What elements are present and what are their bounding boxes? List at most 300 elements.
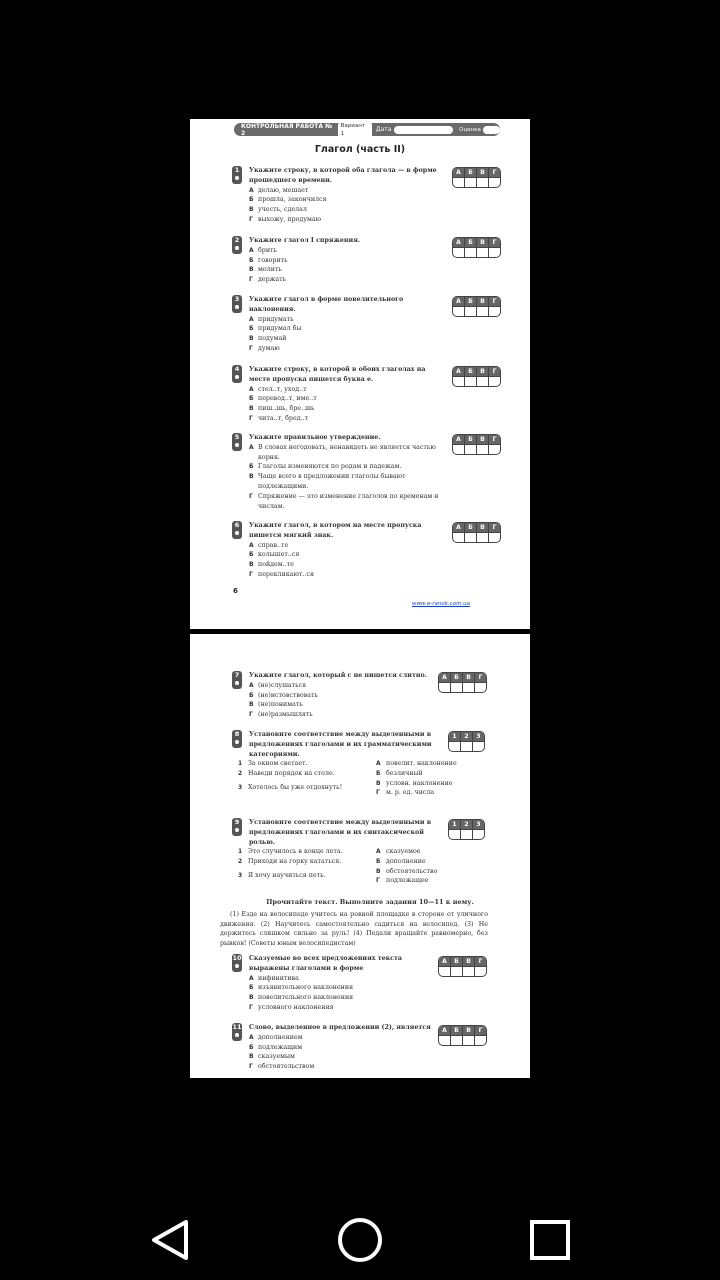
- question-number-badge: [232, 433, 242, 451]
- match-letter: В: [376, 779, 381, 787]
- option-letter: А: [249, 443, 254, 451]
- option-text: Чаще всего в предложении глаголы бывают подлежащими.: [258, 473, 406, 490]
- option-letter: А: [249, 974, 254, 982]
- answer-grid-input-cell[interactable]: [453, 178, 464, 187]
- option-text: стел..т, уход..т: [258, 385, 307, 393]
- option-letter: Г: [249, 492, 253, 500]
- question-1: [232, 166, 442, 225]
- question-number: 9: [234, 818, 240, 826]
- option-text: В словах негодовать, ненавидеть не является частью корня.: [258, 443, 436, 461]
- match-text: Я хочу научиться петь.: [248, 871, 326, 879]
- option-letter: В: [249, 561, 254, 569]
- question-number: 2: [234, 236, 240, 244]
- answer-grid-header-cell: Г: [488, 297, 500, 306]
- option-letter: В: [249, 701, 254, 709]
- answer-grid-input-cell[interactable]: [439, 683, 450, 692]
- answer-option: [249, 492, 442, 512]
- answer-grid-header-cell: Г: [474, 957, 486, 966]
- match-text: обстоятельство: [386, 867, 438, 875]
- answer-grid-header-cell: Б: [464, 297, 476, 306]
- question-6: [232, 521, 442, 580]
- answer-option: [249, 983, 442, 993]
- option-letter: В: [249, 206, 254, 214]
- dot-icon: [235, 443, 239, 447]
- variant-badge: Вариант 1: [338, 122, 372, 138]
- question-number: 6: [234, 521, 240, 529]
- option-text: Спряжение — это изменение глаголов по временам и числам.: [258, 492, 439, 510]
- option-letter: Г: [249, 711, 253, 719]
- answer-grid-header-cell: В: [462, 1026, 474, 1035]
- answer-grid-input-cell[interactable]: [453, 307, 464, 316]
- question-text: Установите соответствие между выделенными в предложениях глаголами и их синтаксической ролью.: [249, 819, 432, 846]
- answer-grid-input-cell[interactable]: [464, 307, 476, 316]
- answer-option: [249, 205, 442, 215]
- answer-option: [249, 550, 442, 560]
- answer-grid-header-cell: А: [439, 1026, 450, 1035]
- option-letter: А: [249, 681, 254, 689]
- match-item: [376, 779, 476, 789]
- question-number-badge: [232, 730, 242, 748]
- match-text: Хотелось бы уже отдохнуть!: [248, 783, 343, 791]
- question-number-badge: [232, 166, 242, 184]
- answer-grid-header-cell: Г: [488, 523, 500, 532]
- reading-passage: (1) Езде на велосипеде учитесь на ровной площадке в стороне от уличного движения. (2) Научитесь самостоятельно садиться на велосипед. (3) Не держитесь слишком сильно за руль! (4) Педали вращайте равномерно, без рывков! (Советы юным велосипедистам): [220, 911, 488, 947]
- answer-grid[interactable]: [452, 366, 501, 387]
- answer-grid-header-cell: Г: [488, 238, 500, 247]
- question-text: Укажите глагол, в котором на месте пропуска пишется мягкий знак.: [249, 522, 422, 539]
- answer-grid-input-cell[interactable]: [472, 830, 484, 839]
- option-letter: Г: [249, 1003, 253, 1011]
- answer-grid-input-cell[interactable]: [453, 445, 464, 454]
- answer-option: [249, 265, 442, 275]
- answer-grid-header-cell: В: [462, 673, 474, 682]
- answer-grid[interactable]: [452, 434, 501, 455]
- answer-grid-header-cell: 3: [472, 732, 484, 741]
- option-text: изъявительного наклонения: [258, 984, 354, 992]
- answer-grid-header-cell: Б: [450, 1026, 462, 1035]
- date-label: Дата: [375, 126, 392, 133]
- option-text: справ..те: [258, 541, 289, 549]
- option-text: обстоятельством: [258, 1063, 315, 1071]
- answer-option: [249, 385, 442, 395]
- answer-option: [249, 443, 442, 463]
- match-right-column: [376, 759, 476, 798]
- match-item: [376, 847, 476, 857]
- match-item: [376, 759, 476, 769]
- answer-grid-input-cell[interactable]: [450, 967, 462, 976]
- match-letter: А: [376, 760, 381, 767]
- option-text: условного наклонения: [258, 1003, 334, 1011]
- answer-grid-header-cell: А: [453, 168, 464, 177]
- answer-grid-header-cell: Б: [464, 168, 476, 177]
- answer-grid-header-cell: А: [453, 367, 464, 376]
- match-item: [238, 847, 368, 857]
- answer-option: [249, 394, 442, 404]
- answer-grid-header-cell: В: [476, 367, 488, 376]
- answer-grid-input-cell[interactable]: [460, 830, 472, 839]
- option-text: дополнением: [258, 1033, 303, 1041]
- answer-grid-input-cell[interactable]: [476, 533, 488, 542]
- answer-grid-input-cell[interactable]: [464, 178, 476, 187]
- answer-grid-input-cell[interactable]: [476, 445, 488, 454]
- match-number: 2: [238, 769, 243, 777]
- answer-grid-header-cell: Г: [474, 1026, 486, 1035]
- answer-grid-header-cell: Б: [464, 367, 476, 376]
- match-number: 3: [238, 783, 243, 791]
- question-number: 7: [234, 671, 240, 679]
- dot-icon: [235, 246, 239, 250]
- answer-grid-input-cell[interactable]: [476, 248, 488, 257]
- answer-grid-input-cell[interactable]: [474, 967, 486, 976]
- option-text: подумай: [258, 335, 287, 343]
- match-item: [238, 759, 368, 769]
- match-letter: Г: [376, 789, 380, 797]
- answer-grid-input-cell[interactable]: [488, 377, 500, 386]
- dot-icon: [235, 1033, 239, 1037]
- test-title: КОНТРОЛЬНАЯ РАБОТА № 2: [241, 122, 333, 137]
- answer-option: [249, 275, 442, 285]
- answer-grid-input-cell[interactable]: [462, 967, 474, 976]
- answer-grid-input-cell[interactable]: [449, 830, 460, 839]
- answer-grid-input-cell[interactable]: [476, 377, 488, 386]
- option-letter: Б: [249, 196, 254, 204]
- answer-grid-input-cell[interactable]: [450, 1036, 462, 1045]
- answer-grid-header-cell: Г: [474, 673, 486, 682]
- question-9: [232, 818, 442, 847]
- dot-icon: [235, 828, 239, 832]
- answer-option: [249, 570, 442, 580]
- option-text: чита..т, брод..т: [258, 414, 309, 422]
- back-triangle-icon[interactable]: [150, 1218, 190, 1262]
- answer-grid-header-cell: В: [476, 238, 488, 247]
- answer-grid-input-cell[interactable]: [464, 377, 476, 386]
- dot-icon: [235, 740, 239, 744]
- option-letter: А: [249, 385, 254, 393]
- answer-grid-input-cell[interactable]: [462, 1036, 474, 1045]
- match-number: 2: [238, 857, 243, 865]
- option-letter: Б: [249, 551, 254, 559]
- answer-option: [249, 195, 442, 205]
- match-text: подлежащее: [386, 877, 429, 885]
- question-number: 10: [232, 954, 242, 962]
- option-letter: Г: [249, 414, 253, 422]
- option-text: перекликают..ся: [258, 570, 314, 578]
- answer-grid-input-cell[interactable]: [449, 742, 460, 751]
- option-letter: Г: [249, 276, 253, 284]
- question-number: 3: [234, 295, 240, 303]
- match-number: 1: [238, 760, 243, 767]
- option-text: пойдем..те: [258, 561, 294, 569]
- answer-option: [249, 1052, 442, 1062]
- option-letter: А: [249, 315, 254, 323]
- recents-square-icon[interactable]: [530, 1220, 570, 1260]
- option-text: выхожу, продумаю: [258, 215, 322, 223]
- answer-grid[interactable]: [452, 237, 501, 258]
- option-letter: В: [249, 266, 254, 274]
- question-number-badge: [232, 1023, 242, 1041]
- match-right-column: [376, 847, 476, 886]
- answer-option: [249, 710, 442, 720]
- match-item: [238, 769, 368, 779]
- option-text: колышет..ся: [258, 551, 300, 559]
- option-text: перевод..т, име..т: [258, 395, 317, 403]
- match-item: [238, 871, 368, 881]
- answer-option: [249, 246, 442, 256]
- option-text: сказуемым: [258, 1053, 295, 1061]
- answer-grid-header-cell: 3: [472, 820, 484, 829]
- option-letter: Б: [249, 463, 254, 471]
- answer-option: [249, 414, 442, 424]
- answer-grid-input-cell[interactable]: [450, 683, 462, 692]
- answer-option: [249, 256, 442, 266]
- answer-option: [249, 974, 442, 984]
- match-letter: В: [376, 867, 381, 875]
- match-left-column: [238, 847, 368, 880]
- question-4: [232, 365, 442, 424]
- answer-option: [249, 404, 442, 414]
- option-text: пиш..шь, бре..шь: [258, 405, 315, 413]
- option-letter: В: [249, 994, 254, 1002]
- option-letter: В: [249, 1053, 254, 1061]
- date-field: [394, 126, 453, 134]
- answer-grid-input-cell[interactable]: [488, 533, 500, 542]
- answer-grid[interactable]: [448, 731, 485, 752]
- answer-grid-input-cell[interactable]: [453, 248, 464, 257]
- option-letter: Б: [249, 691, 254, 699]
- document-page-2: [190, 634, 530, 1078]
- answer-grid[interactable]: [452, 167, 501, 188]
- option-letter: Б: [249, 984, 254, 992]
- match-text: Это случилось в конце лета.: [248, 848, 343, 855]
- question-text: Укажите строку, в которой оба глагола — в форме прошедшего времени.: [249, 167, 437, 184]
- answer-grid-header-cell: Б: [464, 523, 476, 532]
- answer-option: [249, 1062, 442, 1072]
- option-letter: В: [249, 473, 254, 481]
- answer-grid-header-cell: 2: [460, 732, 472, 741]
- answer-grid-input-cell[interactable]: [464, 445, 476, 454]
- dot-icon: [235, 681, 239, 685]
- question-number: 11: [232, 1023, 242, 1031]
- answer-grid-input-cell[interactable]: [488, 248, 500, 257]
- option-text: инфинитива: [258, 974, 299, 982]
- match-letter: А: [376, 848, 381, 855]
- question-number: 1: [234, 166, 240, 174]
- match-left-column: [238, 759, 368, 792]
- option-text: говорить: [258, 256, 288, 264]
- dot-icon: [235, 375, 239, 379]
- option-text: придумал бы: [258, 325, 302, 333]
- answer-option: [249, 560, 442, 570]
- answer-grid-header-cell: А: [439, 957, 450, 966]
- answer-grid-input-cell[interactable]: [474, 683, 486, 692]
- match-text: м. р. ед. числа: [386, 789, 435, 797]
- answer-grid-header-cell: Г: [488, 367, 500, 376]
- answer-option: [249, 472, 442, 492]
- answer-grid-header-cell: В: [462, 957, 474, 966]
- option-letter: А: [249, 541, 254, 549]
- answer-grid-input-cell[interactable]: [460, 742, 472, 751]
- answer-grid-header-cell: 1: [449, 820, 460, 829]
- page-number: 6: [233, 587, 238, 595]
- question-number-badge: [232, 295, 242, 313]
- answer-grid-header-cell: Г: [488, 168, 500, 177]
- answer-option: [249, 186, 442, 196]
- question-3: [232, 295, 442, 354]
- answer-option: [249, 1003, 442, 1013]
- question-text: Слово, выделенное в предложении (2), является: [249, 1024, 431, 1031]
- option-letter: Г: [249, 570, 253, 578]
- answer-option: [249, 344, 442, 354]
- answer-option: [249, 691, 442, 701]
- answer-option: [249, 681, 442, 691]
- grade-label: Оценка: [459, 126, 481, 133]
- match-text: За окном светает.: [248, 760, 308, 767]
- match-number: 1: [238, 848, 243, 855]
- match-letter: Г: [376, 877, 380, 885]
- option-text: (не)понимать: [258, 701, 303, 709]
- option-letter: В: [249, 405, 254, 413]
- option-text: придумать: [258, 315, 294, 323]
- match-item: [238, 783, 368, 793]
- answer-grid-header-cell: А: [453, 435, 464, 444]
- option-letter: В: [249, 335, 254, 343]
- match-item: [376, 876, 476, 886]
- answer-grid-header-cell: Б: [464, 238, 476, 247]
- question-text: Укажите глагол I спряжения.: [249, 237, 361, 244]
- page-title: Глагол (часть II): [314, 144, 406, 155]
- answer-option: [249, 324, 442, 334]
- answer-grid-header-cell: А: [453, 238, 464, 247]
- option-letter: А: [249, 246, 254, 254]
- match-item: [376, 769, 476, 779]
- answer-grid[interactable]: [452, 296, 501, 317]
- answer-grid-header-cell: А: [453, 297, 464, 306]
- answer-option: [249, 1033, 442, 1043]
- answer-grid[interactable]: [438, 672, 487, 693]
- question-text: Сказуемые во всех предложениях текста выражены глаголами в форме: [249, 955, 402, 972]
- question-10: [232, 954, 442, 1013]
- option-text: учесть, сделал: [258, 206, 307, 214]
- question-text: Укажите правильное утверждение.: [249, 434, 381, 441]
- answer-grid-input-cell[interactable]: [462, 683, 474, 692]
- android-nav-bar: [0, 1180, 720, 1280]
- answer-option: [249, 993, 442, 1003]
- option-letter: А: [249, 1033, 254, 1041]
- question-text: Укажите глагол в форме повелительного наклонения.: [249, 296, 404, 313]
- question-text: Установите соответствие между выделенными в предложениях глаголами и их грамматическими категориями.: [249, 731, 432, 758]
- answer-grid-header-cell: Б: [450, 673, 462, 682]
- answer-option: [249, 462, 442, 472]
- answer-option: [249, 700, 442, 710]
- option-text: держать: [258, 276, 287, 284]
- answer-grid[interactable]: [448, 819, 485, 840]
- match-item: [238, 857, 368, 867]
- answer-grid-input-cell[interactable]: [488, 307, 500, 316]
- answer-option: [249, 541, 442, 551]
- match-letter: Б: [376, 857, 381, 865]
- option-letter: Г: [249, 215, 253, 223]
- option-letter: Г: [249, 344, 253, 352]
- answer-grid-header-cell: В: [476, 523, 488, 532]
- option-text: молить: [258, 266, 282, 274]
- option-letter: Б: [249, 325, 254, 333]
- answer-grid-header-cell: Б: [450, 957, 462, 966]
- question-5: [232, 433, 442, 511]
- question-number-badge: [232, 365, 242, 383]
- match-text: сказуемое: [386, 848, 421, 855]
- answer-grid-input-cell[interactable]: [453, 377, 464, 386]
- answer-grid-header-cell: Г: [488, 435, 500, 444]
- answer-grid-input-cell[interactable]: [439, 967, 450, 976]
- answer-option: [249, 215, 442, 225]
- match-item: [376, 867, 476, 877]
- site-link[interactable]: www.e-ranok.com.ua: [412, 601, 471, 607]
- match-item: [376, 857, 476, 867]
- question-number-badge: [232, 236, 242, 254]
- answer-option: [249, 334, 442, 344]
- match-text: условн. наклонение: [386, 779, 453, 787]
- question-7: [232, 671, 442, 720]
- answer-grid-input-cell[interactable]: [464, 248, 476, 257]
- option-letter: Б: [249, 256, 254, 264]
- answer-grid-input-cell[interactable]: [453, 533, 464, 542]
- match-item: [376, 788, 476, 798]
- answer-grid-input-cell[interactable]: [472, 742, 484, 751]
- question-number-badge: [232, 521, 242, 539]
- answer-grid-input-cell[interactable]: [488, 178, 500, 187]
- option-text: (не)слушаться: [258, 681, 307, 689]
- document-page-1: [190, 119, 530, 629]
- option-text: Глаголы изменяются по родам и падежам.: [258, 463, 402, 471]
- option-text: делаю, мешает: [258, 186, 309, 194]
- answer-grid-input-cell[interactable]: [476, 307, 488, 316]
- question-text: Укажите глагол, который с не пишется слитно.: [249, 672, 427, 679]
- option-text: (не)истовствовать: [258, 691, 318, 699]
- match-text: безличный: [386, 769, 423, 777]
- match-text: Приходи на горку кататься.: [248, 857, 342, 865]
- answer-grid[interactable]: [438, 956, 487, 977]
- answer-grid-input-cell[interactable]: [439, 1036, 450, 1045]
- answer-grid-header-cell: А: [439, 673, 450, 682]
- match-number: 3: [238, 871, 243, 879]
- home-circle-icon[interactable]: [338, 1218, 382, 1262]
- answer-grid-input-cell[interactable]: [474, 1036, 486, 1045]
- answer-grid-input-cell[interactable]: [476, 178, 488, 187]
- answer-grid-header-cell: Б: [464, 435, 476, 444]
- question-number-badge: [232, 671, 242, 689]
- answer-grid-header-cell: 2: [460, 820, 472, 829]
- question-number: 8: [234, 730, 240, 738]
- answer-grid[interactable]: [438, 1025, 487, 1046]
- answer-option: [249, 1043, 442, 1053]
- dot-icon: [235, 305, 239, 309]
- question-number-badge: [232, 818, 242, 836]
- dot-icon: [235, 964, 239, 968]
- question-number: 5: [234, 433, 240, 441]
- answer-grid-input-cell[interactable]: [488, 445, 500, 454]
- option-text: повелительного наклонения: [258, 994, 354, 1002]
- answer-grid[interactable]: [452, 522, 501, 543]
- answer-grid-header-cell: 1: [449, 732, 460, 741]
- question-number-badge: [232, 954, 242, 972]
- test-header-bar: [234, 123, 500, 136]
- answer-grid-input-cell[interactable]: [464, 533, 476, 542]
- answer-grid-header-cell: В: [476, 168, 488, 177]
- option-letter: Г: [249, 1063, 253, 1071]
- dot-icon: [235, 531, 239, 535]
- option-text: (не)размышлять: [258, 711, 313, 719]
- dot-icon: [235, 176, 239, 180]
